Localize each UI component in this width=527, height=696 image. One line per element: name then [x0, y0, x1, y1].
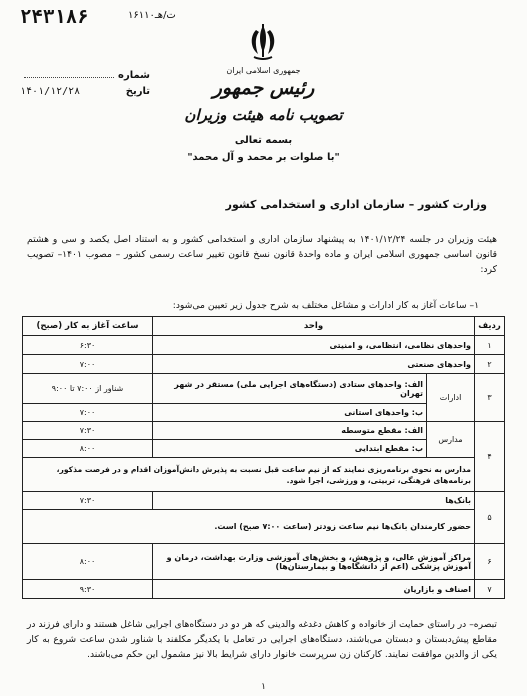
unit-cell: مراکز آموزش عالی، و پژوهش، و بخش‌های آموزشی وزارت بهداشت، درمان و آموزش پزشکی (اعم از دانشگاه‌ها و بیمارستان‌ها)	[153, 544, 475, 580]
president-title: رئیس جمهور	[212, 77, 315, 99]
schedule-table	[22, 316, 505, 599]
table-header-row	[23, 317, 505, 336]
row-number: ۴	[475, 422, 505, 492]
time-cell: ۸:۰۰	[23, 544, 153, 580]
clause-1: ۱– ساعات آغاز به کار ادارات و مشاغل مختلف به شرح جدول زیر تعیین می‌شود:	[172, 300, 479, 311]
basmala: بسمه تعالی	[234, 135, 293, 146]
table-row	[23, 336, 505, 355]
approval-title: تصویب نامه هیئت وزیران	[184, 106, 343, 124]
salawat: "با صلوات بر محمد و آل محمد"	[187, 152, 340, 163]
decree-paragraph: هیئت وزیران در جلسه ۱۴۰۱/۱۲/۲۴ به پیشنهاد سازمان اداری و استخدامی کشور و به استناد اصل یکصد و سی و هشتم قانون اساسی جمهوری اسلامی ایران و ماده واحدهٔ قانون نسخ قانون تغییر ساعت رسمی کشور – مصوب ۱۴۰۱– تصویب کرد:	[27, 234, 498, 275]
unit-cell: الف: واحدهای ستادی (دستگاه‌های اجرایی ملی) مستقر در شهر تهران	[153, 374, 427, 404]
banks-note: حضور کارمندان بانک‌ها نیم ساعت زودتر (ساعت ۷:۰۰ صبح) است.	[23, 510, 475, 544]
unit-cell: واحدهای نظامی، انتظامی، و امنیتی	[153, 336, 475, 355]
row-number: ۱	[475, 336, 505, 355]
reference-number: ۲۴۳۱۸۶	[20, 6, 89, 28]
time-cell: ۹:۳۰	[23, 580, 153, 599]
unit-cell: ب: مقطع ابتدایی	[153, 440, 427, 458]
time-cell: ۷:۰۰	[23, 404, 153, 422]
header-unit: واحد	[153, 317, 475, 336]
addressee: وزارت کشور – سازمان اداری و استخدامی کشور	[225, 198, 487, 211]
unit-cell: اصناف و بازاریان	[153, 580, 475, 599]
government-line: جمهوری اسلامی ایران	[226, 66, 301, 75]
time-cell: ۷:۰۰	[23, 355, 153, 374]
row-number: ۵	[475, 492, 505, 544]
number-label: شماره	[118, 70, 150, 81]
table-row	[23, 580, 505, 599]
table-row	[23, 422, 505, 440]
row-number: ۷	[475, 580, 505, 599]
footnote-paragraph: تبصره– در راستای حمایت از خانواده و کاهش دغدغه والدینی که هر دو در دستگاه‌های اجرایی شاغل هستند و دارای فرزند در مقاطع پیش‌دبستان و دبستان می‌باشند، دستگاه‌های اجرایی در تعامل با یکدیگر مکلفند با شناور شدن ساعت شروع به کار یکی از والدین موافقت نمایند. کارکنان زن سرپرست خانوار دارای شرایط بالا نیز مشمول این حکم می‌باشند.	[27, 619, 497, 660]
reference-prefix: ۱۶۱۱۰ت/هـ	[128, 10, 176, 21]
time-cell: شناور از ۷:۰۰ تا ۹:۰۰	[23, 374, 153, 404]
iran-emblem-icon	[246, 22, 280, 62]
date-value: ۱۴۰۱/۱۲/۲۸	[20, 86, 81, 97]
header-start-time: ساعت آغاز به کار (صبح)	[23, 317, 153, 336]
date-label: تاریخ	[125, 86, 150, 97]
row-number: ۳	[475, 374, 505, 422]
unit-cell: بانک‌ها	[153, 492, 475, 510]
table-row	[23, 492, 505, 510]
table-row	[23, 458, 505, 492]
time-cell: ۷:۳۰	[23, 422, 153, 440]
row-number: ۶	[475, 544, 505, 580]
time-cell: ۶:۳۰	[23, 336, 153, 355]
table-row	[23, 544, 505, 580]
header-row-number: ردیف	[475, 317, 505, 336]
unit-cell: الف: مقطع متوسطه	[153, 422, 427, 440]
table-row	[23, 510, 505, 544]
table-row	[23, 374, 505, 404]
group-cell: ادارات	[427, 374, 475, 422]
table-row	[23, 355, 505, 374]
group-cell: مدارس	[427, 422, 475, 458]
schools-note: مدارس به نحوی برنامه‌ریزی نمایند که از نیم ساعت قبل نسبت به پذیرش دانش‌آموزان اقدام و در فرصت مذکور، برنامه‌های فرهنگی، تربیتی، و ورزشی، اجرا شود.	[23, 458, 475, 492]
unit-cell: واحدهای صنعتی	[153, 355, 475, 374]
unit-cell: ب: واحدهای استانی	[153, 404, 427, 422]
page-number: ۱	[261, 682, 266, 692]
time-cell: ۸:۰۰	[23, 440, 153, 458]
row-number: ۲	[475, 355, 505, 374]
time-cell: ۷:۳۰	[23, 492, 153, 510]
